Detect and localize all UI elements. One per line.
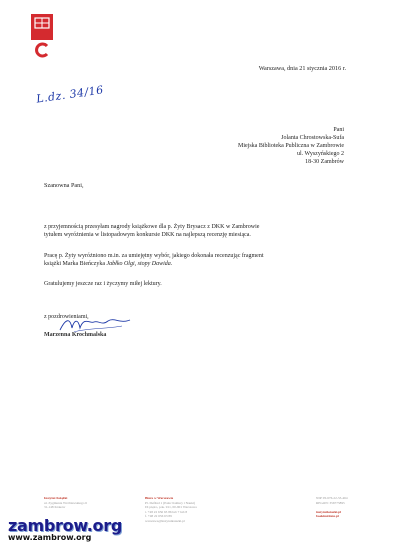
recipient-title: Pani (333, 127, 344, 133)
recipient-institution: Miejska Biblioteka Publiczna w Zambrowie (238, 143, 344, 150)
paragraph-line: tytułem wyróżnienia w listopadowym konkursie DKK na najlepszą recenzję miesiąca. (44, 232, 251, 238)
paragraph-line: Gratulujemy jeszcze raz i życzymy miłej lektury. (44, 281, 162, 287)
footer-line: REGON: 356775895 (316, 500, 345, 505)
watermark-logo: zambrow.org (8, 516, 122, 535)
closing: z pozdrowieniami, (44, 314, 89, 320)
recipient-block (238, 126, 344, 166)
book-title: Jabłko Olgi, stopy Dawida. (106, 261, 173, 267)
footer-line: NIP: PL676-22-53-464 (316, 496, 348, 500)
footer-ids (316, 496, 348, 519)
paragraph-line (44, 260, 348, 268)
institute-logo (31, 14, 53, 63)
recipient-name: Jolanta Chrostowska-Sufa (281, 135, 344, 142)
footer-office-title: Biuro w Warszawie (145, 496, 174, 500)
salutation: Szanowna Pani, (44, 182, 84, 189)
recipient-city: 18-30 Zambrów (305, 159, 344, 166)
paragraph-2 (44, 252, 348, 268)
footer-line: f. +48 22 656 63 89 (145, 514, 172, 519)
paragraph-1 (44, 223, 348, 239)
logo-mark (31, 14, 53, 40)
paragraph-3 (44, 280, 348, 288)
paragraph-line: Pracę p. Żyty wyróżniono m.in. za umiejętny wybór, jakiego dokonała recenzując fragment (44, 253, 264, 259)
footer-line: 31-148 Kraków (44, 505, 66, 510)
letter-date: Warszawa, dnia 21 stycznia 2016 r. (258, 65, 346, 72)
footer-website: bookinstitute.pl (316, 514, 339, 519)
footer-line: ul. Zygmunta Wróblewskiego 6 (44, 500, 87, 505)
footer-line: warszawa@instytutksiazki.pl (145, 518, 185, 523)
logo-c-icon (34, 42, 50, 58)
paragraph-line: z przyjemnością przesyłam nagrody książkowe dla p. Żyty Brysacz z DKK w Zambrowie (44, 224, 260, 230)
footer-org: Instytut Książki (44, 496, 68, 500)
footer-line: t. +48 22 656 63 86 lub 7 lub 8 (145, 509, 188, 514)
footer-line: Pl. Defilad 1 (Pałac Kultury i Nauki) (145, 500, 196, 505)
footer-line: IX piętro, pok. 911, 00-901 Warszawa (145, 505, 197, 510)
recipient-street: ul. Wyszyńskiego 2 (296, 151, 344, 158)
book-author-text: książki Marka Bieńczyka (44, 261, 107, 267)
reference-number: L.dz. 34/16 (35, 83, 105, 106)
watermark-url: www.zambrow.org (8, 533, 92, 542)
watermark (8, 516, 148, 542)
footer-office (145, 496, 197, 524)
signer-name: Marzenna Krochmalska (44, 332, 107, 338)
footer-address (44, 496, 87, 510)
footer-website: instytutksiazki.pl (316, 509, 341, 514)
